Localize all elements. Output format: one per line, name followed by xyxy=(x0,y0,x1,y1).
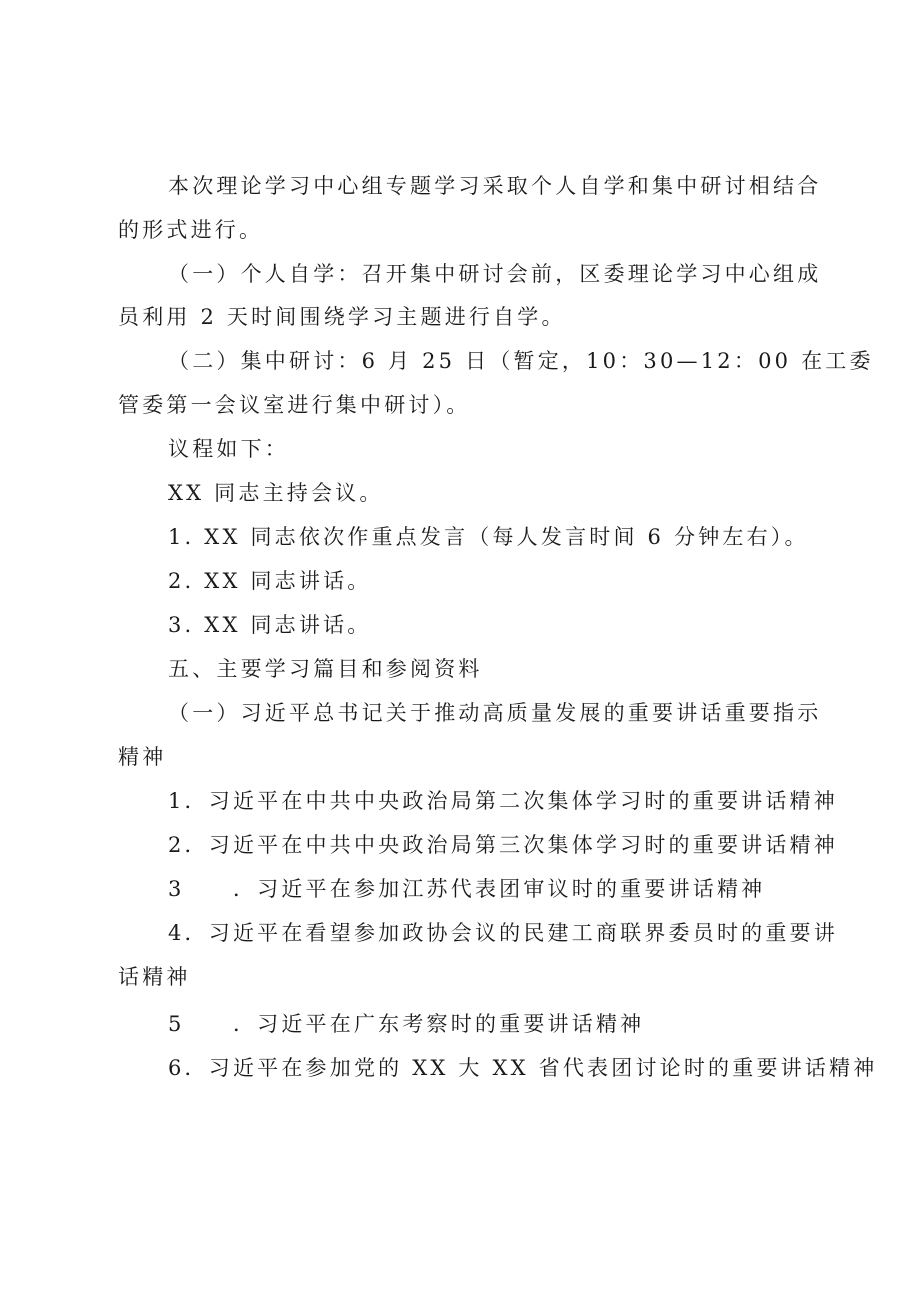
reading-item-6: 6．习近平在参加党的 XX 大 XX 省代表团讨论时的重要讲话精神 xyxy=(168,1056,878,1080)
reading-item-3: 3 ．习近平在参加江苏代表团审议时的重要讲话精神 xyxy=(168,877,766,901)
reading-item-1: 1．习近平在中共中央政治局第二次集体学习时的重要讲话精神 xyxy=(168,789,838,813)
reading-item-5: 5 ．习近平在广东考察时的重要讲话精神 xyxy=(168,1012,645,1036)
agenda-item-2: 2. XX 同志讲话。 xyxy=(168,569,372,593)
paragraph-intro-line-1: 本次理论学习中心组专题学习采取个人自学和集中研讨相结合 xyxy=(168,174,822,198)
reading-item-2: 2．习近平在中共中央政治局第三次集体学习时的重要讲话精神 xyxy=(168,833,838,857)
section-five-heading: 五、主要学习篇目和参阅资料 xyxy=(168,657,483,681)
agenda-item-host: XX 同志主持会议。 xyxy=(168,481,384,505)
paragraph-self-study-line-1: （一）个人自学：召开集中研讨会前，区委理论学习中心组成 xyxy=(168,262,822,286)
agenda-item-1: 1. XX 同志依次作重点发言（每人发言时间 6 分钟左右）。 xyxy=(168,525,809,549)
subsection-one-heading-line-1: （一）习近平总书记关于推动高质量发展的重要讲话重要指示 xyxy=(168,701,822,725)
paragraph-seminar-line-1: （二）集中研讨：6 月 25 日（暂定，10：30—12：00 在工委 xyxy=(168,349,874,373)
reading-item-4-line-2: 话精神 xyxy=(118,965,191,989)
subsection-one-heading-line-2: 精神 xyxy=(118,745,167,769)
paragraph-seminar-line-2: 管委第一会议室进行集中研讨）。 xyxy=(118,393,471,417)
reading-item-4-line-1: 4．习近平在看望参加政协会议的民建工商联界委员时的重要讲 xyxy=(168,921,838,945)
paragraph-intro-line-2: 的形式进行。 xyxy=(118,218,264,242)
agenda-item-3: 3. XX 同志讲话。 xyxy=(168,613,372,637)
paragraph-self-study-line-2: 员利用 2 天时间围绕学习主题进行自学。 xyxy=(118,305,566,329)
agenda-heading: 议程如下： xyxy=(168,437,289,461)
